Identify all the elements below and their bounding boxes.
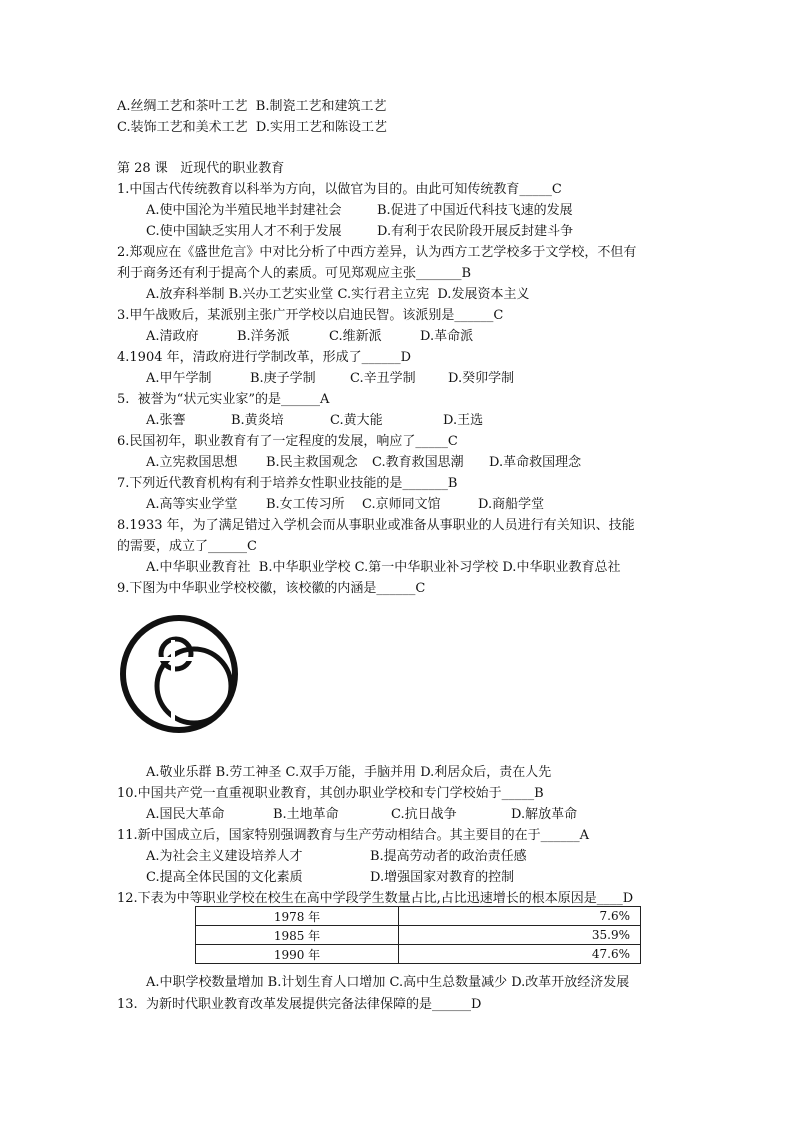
- option-a: A.立宪救国思想: [146, 455, 238, 470]
- option-a: A.高等实业学堂: [146, 497, 238, 512]
- question-stem-line-2: 利于商务还有利于提高个人的素质。可见郑观应主张_______B: [117, 266, 472, 281]
- question-stem: 9.下图为中华职业学校校徽，该校徽的内涵是______C: [117, 581, 426, 596]
- percent-cell: 47.6%: [399, 945, 641, 964]
- option-c: C.使中国缺乏实用人才不利于发展: [146, 224, 342, 239]
- option-d: D.解放革命: [511, 807, 578, 822]
- option-c: C.维新派: [329, 329, 382, 344]
- option-d: D.癸卯学制: [448, 371, 515, 386]
- option-c: C.教育救国思潮: [372, 455, 464, 470]
- percent-cell: 35.9%: [399, 926, 641, 945]
- option-d: D.革命派: [420, 329, 474, 344]
- option-b: B.提高劳动者的政治责任感: [370, 849, 527, 864]
- option-b: B.土地革命: [273, 807, 339, 822]
- school-emblem-image: [117, 612, 241, 736]
- question-stem: 1.中国古代传统教育以科举为方向，以做官为目的。由此可知传统教育_____C: [117, 182, 562, 197]
- option-d: D.增强国家对教育的控制: [370, 870, 515, 885]
- option-d: D.有利于农民阶段开展反封建斗争: [377, 224, 574, 239]
- option-c: C.抗日战争: [391, 807, 457, 822]
- question-stem: 5. 被誉为“状元实业家”的是______A: [117, 392, 330, 407]
- question-options: A.中职学校数量增加 B.计划生育人口增加 C.高中生总数量减少 D.改革开放经济发展: [146, 975, 630, 990]
- prev-options-line-1: A.丝绸工艺和茶叶工艺 B.制瓷工艺和建筑工艺: [117, 99, 387, 114]
- option-b: B.女工传习所: [266, 497, 345, 512]
- option-d: D.商船学堂: [478, 497, 545, 512]
- option-b: B.黄炎培: [231, 413, 284, 428]
- year-cell: 1978 年: [196, 907, 399, 926]
- question-stem: 13. 为新时代职业教育改革发展提供完备法律保障的是______D: [117, 997, 482, 1012]
- option-c: C.京师同文馆: [362, 497, 441, 512]
- question-stem: 3.甲午战败后，某派别主张广开学校以启迪民智。该派别是______C: [117, 308, 504, 323]
- table-row: [196, 945, 641, 964]
- option-a: A.使中国沦为半殖民地半封建社会: [146, 203, 342, 218]
- question-options: A.中华职业教育社 B.中华职业学校 C.第一中华职业补习学校 D.中华职业教育总社: [146, 560, 621, 575]
- option-b: B.促进了中国近代科技飞速的发展: [377, 203, 573, 218]
- question-stem-line-2: 的需要，成立了______C: [117, 539, 257, 554]
- question-stem: 7.下列近代教育机构有利于培养女性职业技能的是_______B: [117, 476, 458, 491]
- option-a: A.张謇: [146, 413, 186, 428]
- option-a: A.甲午学制: [146, 371, 212, 386]
- lesson-title: 第 28 课 近现代的职业教育: [117, 161, 285, 176]
- question-options: A.敬业乐群 B.劳工神圣 C.双手万能，手脑并用 D.利居众后，责在人先: [146, 765, 552, 780]
- question-stem: 10.中国共产党一直重视职业教育，其创办职业学校和专门学校始于_____B: [117, 786, 544, 801]
- prev-options-line-2: C.装饰工艺和美术工艺 D.实用工艺和陈设工艺: [117, 120, 387, 135]
- option-d: D.革命救国理念: [489, 455, 582, 470]
- option-d: D.王选: [443, 413, 484, 428]
- question-stem-line-1: 8.1933 年，为了满足错过入学机会而从事职业或准备从事职业的人员进行有关知识、技能: [117, 518, 635, 533]
- year-cell: 1990 年: [196, 945, 399, 964]
- option-c: C.提高全体民国的文化素质: [146, 870, 303, 885]
- option-c: C.辛丑学制: [350, 371, 416, 386]
- table-row: [196, 926, 641, 945]
- question-options: A.放弃科举制 B.兴办工艺实业堂 C.实行君主立宪 D.发展资本主义: [146, 287, 530, 302]
- year-cell: 1985 年: [196, 926, 399, 945]
- option-b: B.民主救国观念: [266, 455, 358, 470]
- enrollment-ratio-table: [195, 906, 641, 964]
- question-stem: 12.下表为中等职业学校在校生在高中学段学生数量占比,占比迅速增长的根本原因是____D: [117, 891, 634, 906]
- option-c: C.黄大能: [330, 413, 383, 428]
- table-row: [196, 907, 641, 926]
- question-stem: 6.民国初年，职业教育有了一定程度的发展，响应了_____C: [117, 434, 458, 449]
- question-stem: 4.1904 年，清政府进行学制改革，形成了______D: [117, 350, 412, 365]
- option-b: B.洋务派: [237, 329, 290, 344]
- option-b: B.庚子学制: [250, 371, 316, 386]
- option-a: A.为社会主义建设培养人才: [146, 849, 303, 864]
- percent-cell: 7.6%: [399, 907, 641, 926]
- option-a: A.国民大革命: [146, 807, 225, 822]
- question-stem: 11.新中国成立后，国家特别强调教育与生产劳动相结合。其主要目的在于______A: [117, 828, 590, 843]
- question-stem-line-1: 2.郑观应在《盛世危言》中对比分析了中西方差异，认为西方工艺学校多于文学校，不但有: [117, 245, 637, 260]
- option-a: A.清政府: [146, 329, 199, 344]
